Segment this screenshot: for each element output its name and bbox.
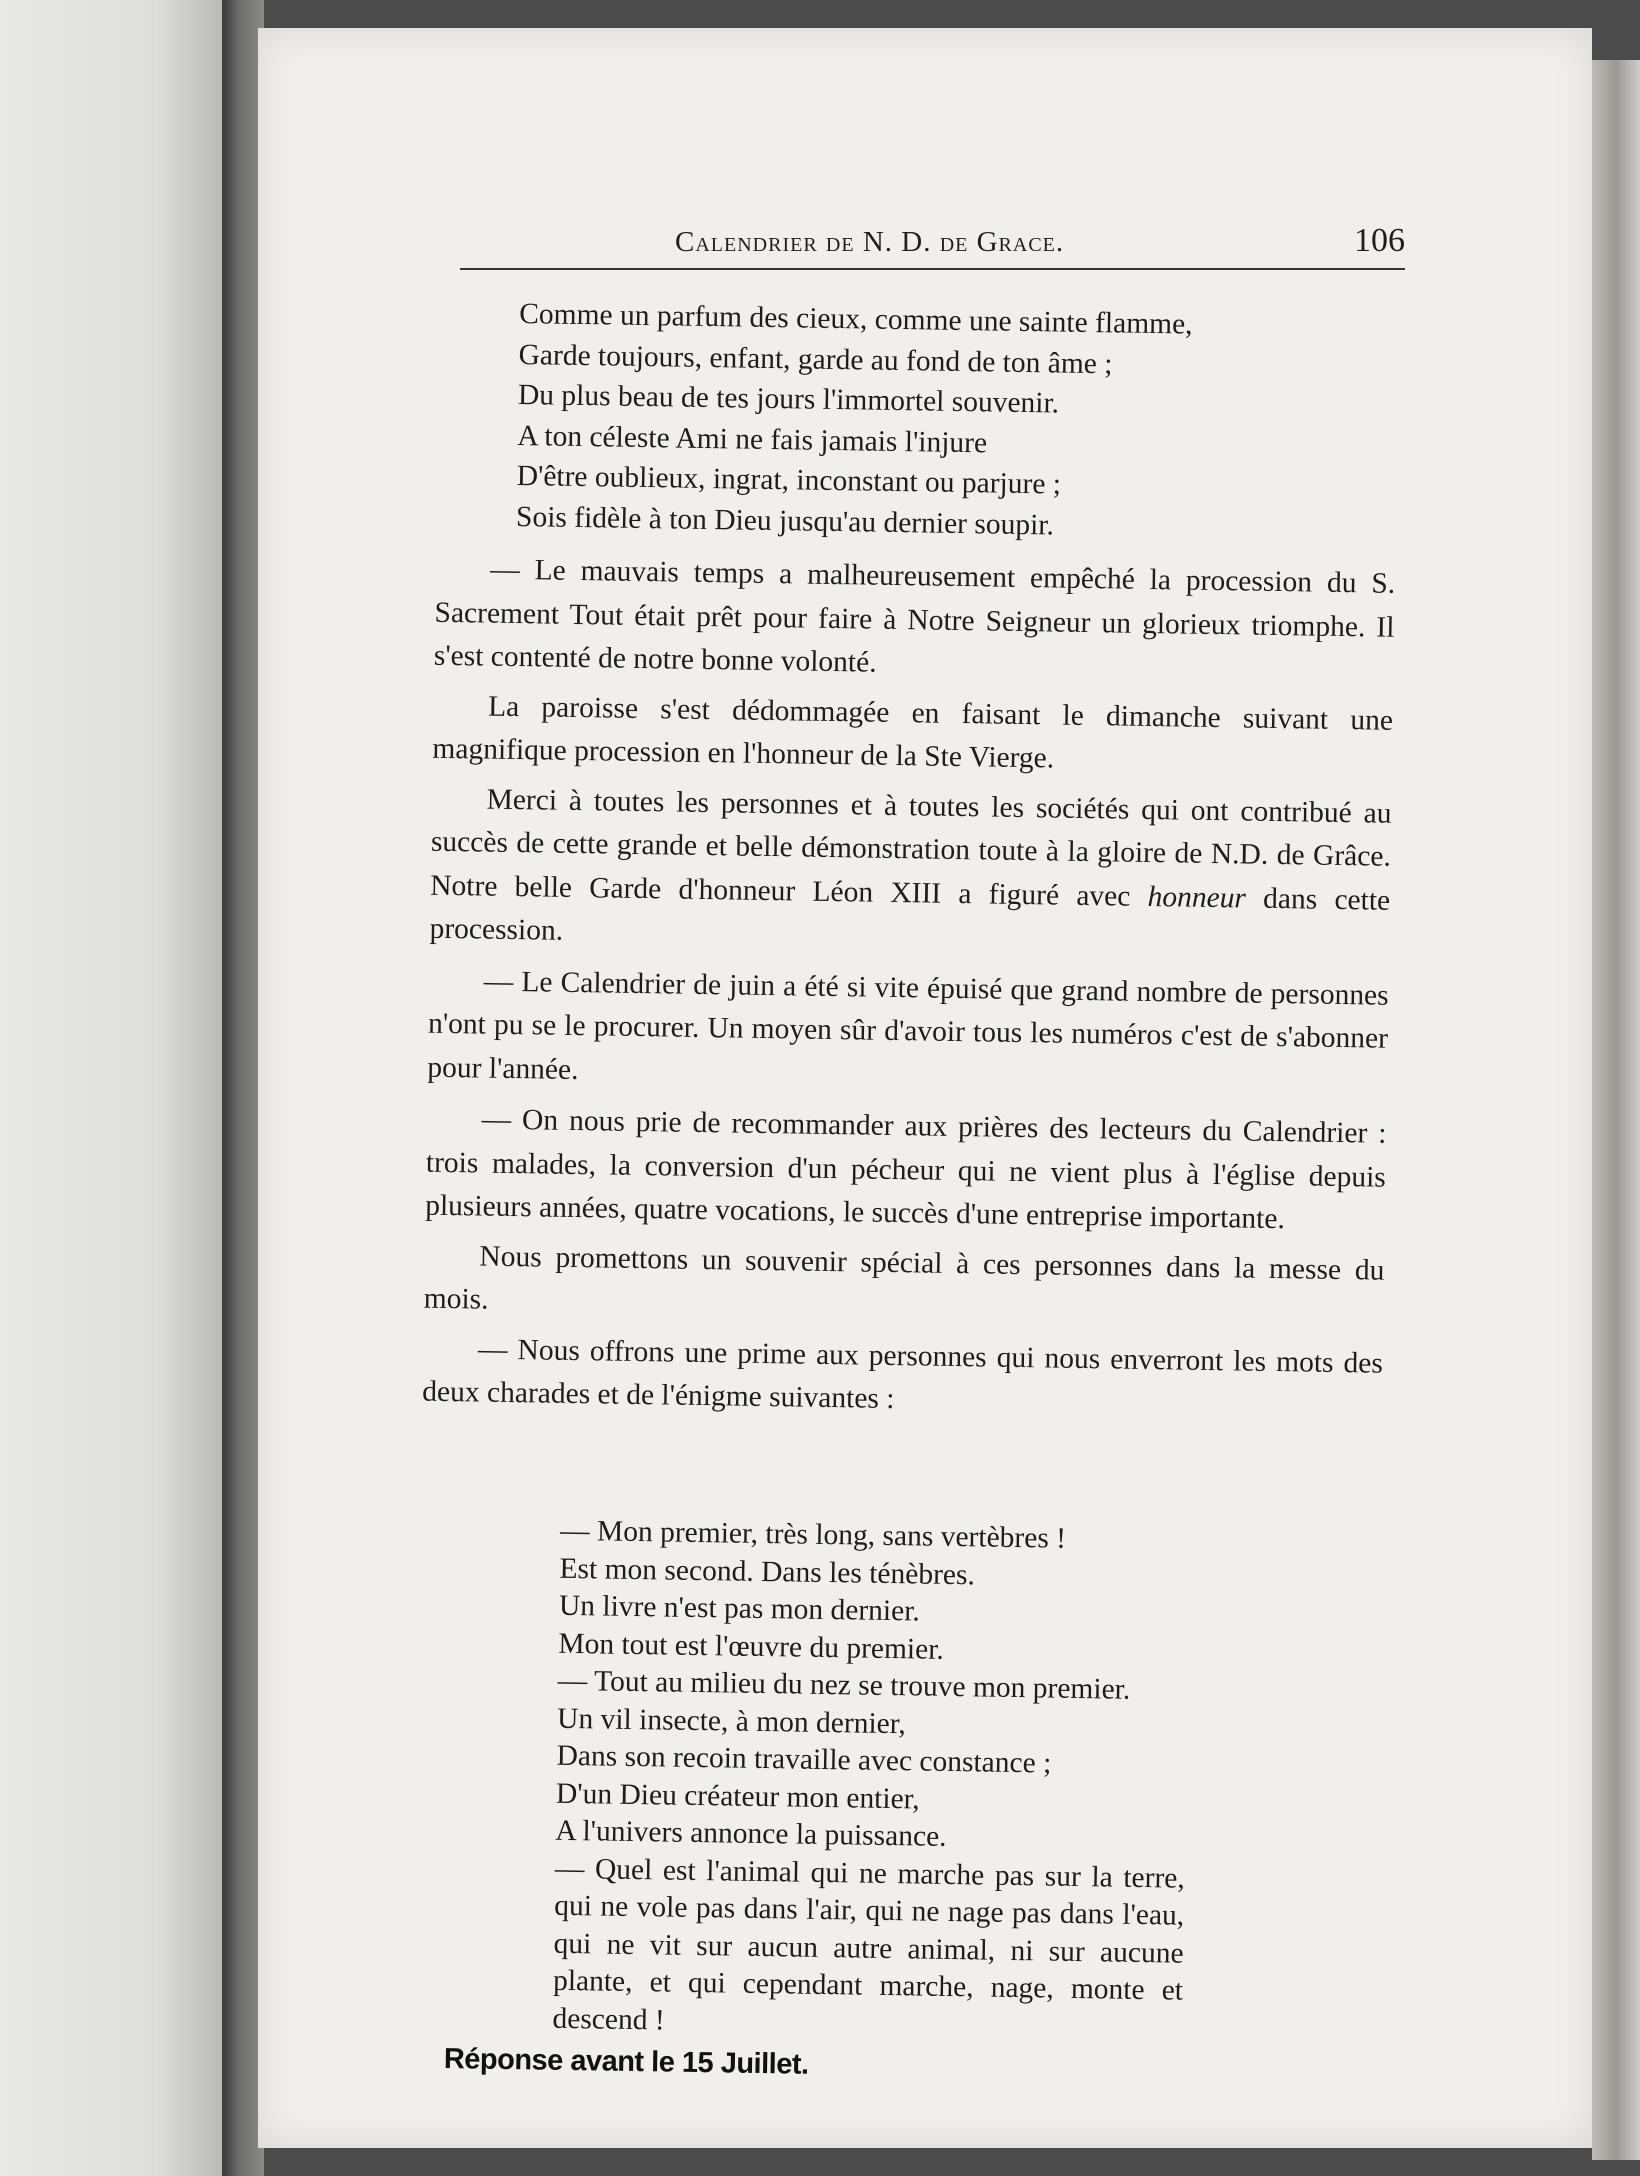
page-number: 106 [1354,222,1405,259]
verse-line: Comme un parfum des cieux, comme une sainte flamme, [519,298,1193,341]
notice-prize: — Nous offrons une prime aux personnes qui nous enverront les mots des deux charades et de l'énigme suivantes : [422,1333,1384,1416]
notice-procession: — Le mauvais temps a malheureusement empêché la procession du S. Sacrement Tout était prêt pour faire à Notre Seigneur un glorieux triomphe. Il s'est contenté de notre bonne volonté. [433,553,1396,679]
notice-prayer-requests: — On nous prie de recommander aux prières des lecteurs du Calendrier : trois malades, la conversion d'un pécheur qui ne vient plus à l'église depuis plusieurs années, quatre vocations, le succès d'une entreprise importante. [424,1103,1387,1236]
verse-line: Sois fidèle à ton Dieu jusqu'au dernier soupir. [515,500,1055,541]
charade-1-line: — Mon premier, très long, sans vertèbres ! [559,1514,1067,1555]
charade-2-line: — Tout au milieu du nez se trouve mon premier. [557,1664,1131,1706]
verse-line: D'être oublieux, ingrat, inconstant ou parjure ; [516,460,1062,501]
verse-stanza [516,294,1380,550]
charade-2-line: Dans son recoin travaille avec constance ; [556,1739,1052,1780]
verse-line: Du plus beau de tes jours l'immortel souvenir. [517,379,1060,420]
charade-2-line: D'un Dieu créateur mon entier, [555,1777,920,1815]
charade-1-line: Un livre n'est pas mon dernier. [558,1589,921,1628]
charade-1-line: Est mon second. Dans les ténèbres. [559,1552,976,1591]
charade-2-line: A l'univers annonce la puissance. [555,1814,947,1853]
notice-special-remembrance: Nous promettons un souvenir spécial à ces personnes dans la messe du mois. [423,1240,1385,1316]
facing-page-edge [0,0,222,2176]
answer-deadline: Réponse avant le 15 Juillet. [443,2043,809,2081]
enigma: — Quel est l'animal qui ne marche pas sur la terre, qui ne vole pas dans l'air, qui ne nage pas dans l'eau, qui ne vit sur aucun autre animal, ni sur aucune plante, et qui cependant marche, nage, monte et descend ! [552,1852,1186,2037]
header-rule [460,268,1405,270]
notice-thanks-end: dans cette procession. [429,882,1391,947]
emphasis-word: honneur [1147,880,1247,915]
charade-2-line: Un vil insecte, à mon dernier, [556,1702,907,1740]
riddles [552,1513,1200,2048]
verse-line: Garde toujours, enfant, garde au fond de ton âme ; [518,338,1113,380]
notice-thanks [429,777,1392,966]
verse-line: A ton céleste Ami ne fais jamais l'injure [517,419,988,459]
notice-thanks-text: Merci à toutes les personnes et à toutes les sociétés qui ont contribué au succès de cette grande et belle démonstration toute à la gloire de N.D. de Grâce. Notre belle Garde d'honneur Léon XIII a figuré avec [430,783,1392,913]
notice-sunday-procession: La paroisse s'est dédommagée en faisant le dimanche suivant une magnifique procession en l'honneur de la Ste Vierge. [432,690,1394,775]
running-head-title: Calendrier de N. D. de Grace. [675,226,1065,258]
page-stack-edge [1592,60,1640,2160]
notices [422,548,1396,1435]
charade-1-line: Mon tout est l'œuvre du premier. [558,1627,945,1666]
running-head [460,218,1415,270]
notice-june-issue: — Le Calendrier de juin a été si vite épuisé que grand nombre de personnes n'ont pu se le procurer. Un moyen sûr d'avoir tous les numéros c'est de s'abonner pour l'année. [427,965,1389,1086]
